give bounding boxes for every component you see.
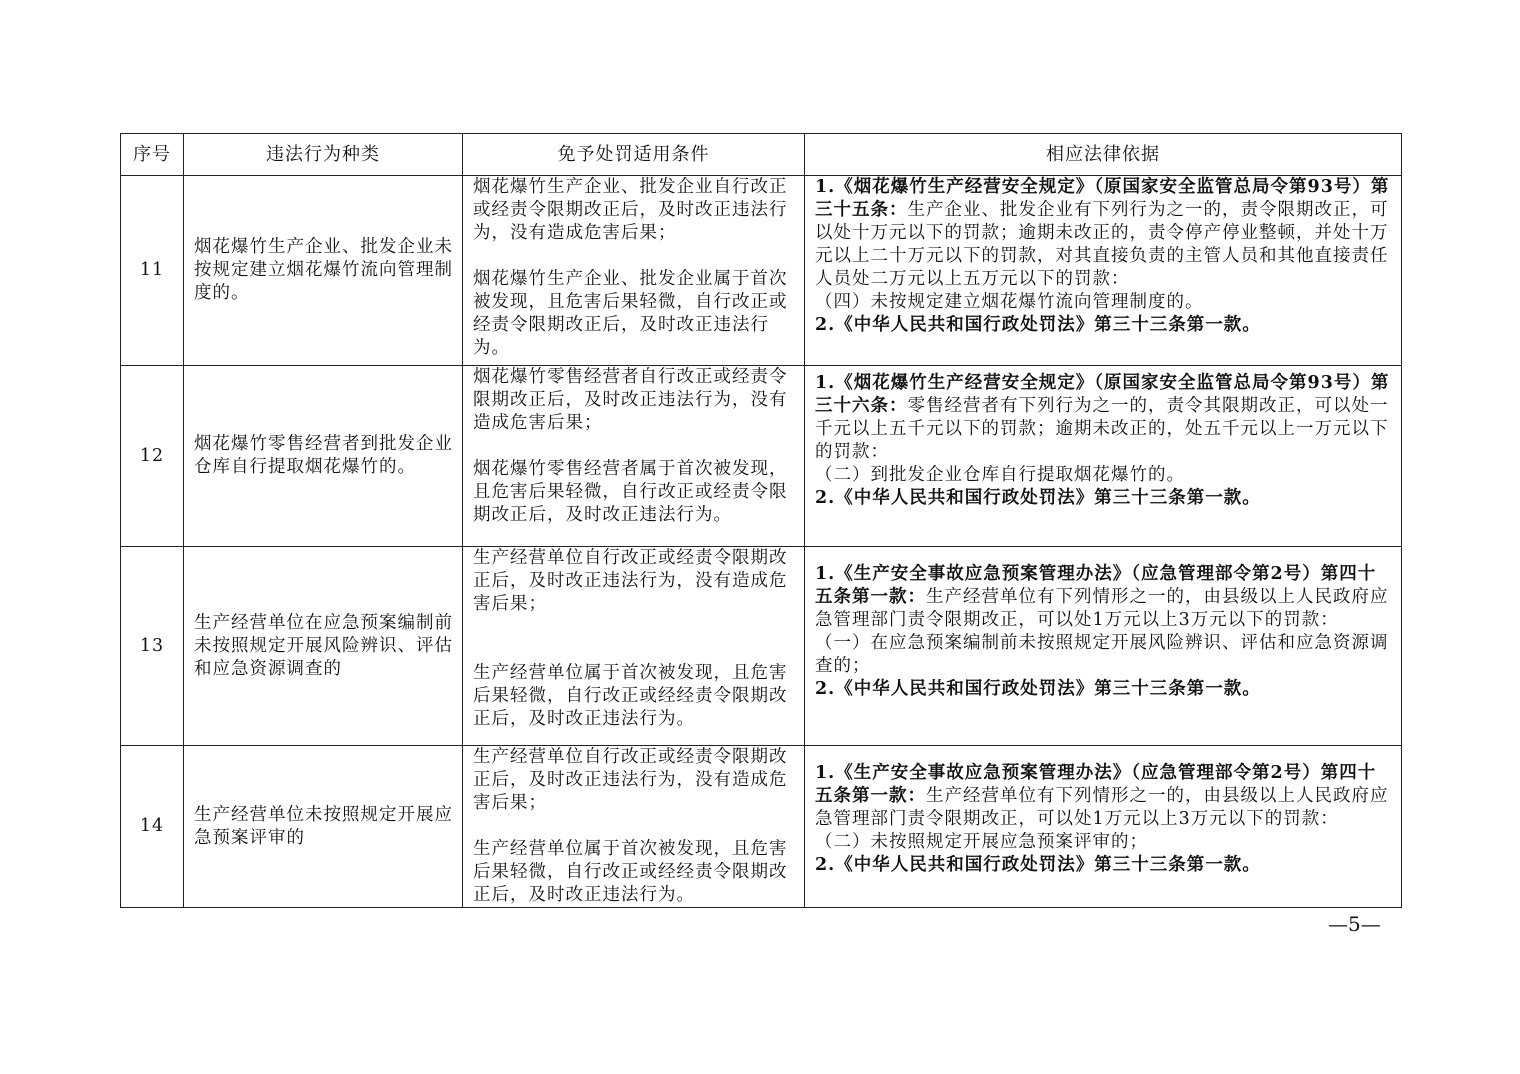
law-item1-title: 1.《烟花爆竹生产经营安全规定》（原国家安全监管总局令第93号）第三十五条：	[815, 177, 1390, 220]
row-number: 13	[121, 547, 184, 746]
condition-first: 烟花爆竹零售经营者自行改正或经责令限期改正后，及时改正违法行为，没有造成危害后果；	[473, 367, 788, 433]
violation-type: 烟花爆竹零售经营者到批发企业仓库自行提取烟花爆竹的。	[184, 366, 463, 547]
condition-first: 生产经营单位自行改正或经责令限期改正后，及时改正违法行为，没有造成危害后果；	[473, 747, 788, 813]
exemption-conditions	[463, 366, 805, 547]
regulation-table	[120, 133, 1402, 908]
law-item2: 2.《中华人民共和国行政处罚法》第三十三条第一款。	[815, 679, 1261, 699]
exemption-conditions	[463, 176, 805, 366]
condition-first: 生产经营单位自行改正或经责令限期改正后，及时改正违法行为，没有造成危害后果；	[473, 548, 788, 614]
row-number: 11	[121, 176, 184, 366]
row-number: 12	[121, 366, 184, 547]
condition-second: 生产经营单位属于首次被发现，且危害后果轻微，自行改正或经经责令限期改正后，及时改正违法行为。	[473, 663, 788, 729]
law-item1-title: 1.《烟花爆竹生产经营安全规定》（原国家安全监管总局令第93号）第三十六条：	[815, 373, 1390, 416]
violation-type: 生产经营单位在应急预案编制前未按照规定开展风险辨识、评估和应急资源调查的	[184, 547, 463, 746]
law-sub-clause: （二）到批发企业仓库自行提取烟花爆竹的。	[815, 465, 1185, 485]
condition-second: 生产经营单位属于首次被发现，且危害后果轻微，自行改正或经经责令限期改正后，及时改正违法行为。	[473, 839, 788, 905]
law-sub-clause: （二）未按照规定开展应急预案评审的；	[815, 832, 1148, 852]
legal-basis	[805, 547, 1402, 746]
table-row	[121, 366, 1402, 547]
law-item1-text: 生产经营单位有下列情形之一的，由县级以上人民政府应急管理部门责令限期改正，可以处1万元以上3万元以下的罚款：	[815, 587, 1389, 630]
violation-type: 生产经营单位未按照规定开展应急预案评审的	[184, 746, 463, 908]
header-number: 序号	[121, 134, 184, 176]
violation-type: 烟花爆竹生产企业、批发企业未按规定建立烟花爆竹流向管理制度的。	[184, 176, 463, 366]
condition-second: 烟花爆竹零售经营者属于首次被发现，且危害后果轻微，自行改正或经责令限期改正后，及时改正违法行为。	[473, 459, 788, 525]
page-number: —5—	[1328, 912, 1381, 936]
row-number: 14	[121, 746, 184, 908]
condition-first: 烟花爆竹生产企业、批发企业自行改正或经责令限期改正后，及时改正违法行为，没有造成危害后果；	[473, 177, 788, 243]
header-violation-type: 违法行为种类	[184, 134, 463, 176]
law-sub-clause: （一）在应急预案编制前未按照规定开展风险辨识、评估和应急资源调查的；	[815, 633, 1389, 676]
legal-basis	[805, 176, 1402, 366]
law-item1-title: 1.《生产安全事故应急预案管理办法》（应急管理部令第2号）第四十五条第一款：	[815, 763, 1377, 806]
legal-basis	[805, 366, 1402, 547]
law-sub-clause: （四）未按规定建立烟花爆竹流向管理制度的。	[815, 292, 1204, 312]
law-item1-title: 1.《生产安全事故应急预案管理办法》（应急管理部令第2号）第四十五条第一款：	[815, 564, 1377, 607]
law-item1-text: 生产企业、批发企业有下列行为之一的，责令限期改正，可以处十万元以下的罚款；逾期未改正的，责令停产停业整顿，并处十万元以上二十万元以下的罚款，对其直接负责的主管人员和其他直接责任人员处二万元以上五万元以下的罚款：	[815, 200, 1389, 289]
law-item1-text: 零售经营者有下列行为之一的，责令其限期改正，可以处一千元以上五千元以下的罚款；逾期未改正的，处五千元以上一万元以下的罚款：	[815, 396, 1389, 462]
table-row	[121, 746, 1402, 908]
table-row	[121, 176, 1402, 366]
condition-second: 烟花爆竹生产企业、批发企业属于首次被发现，且危害后果轻微，自行改正或经责令限期改正后，及时改正违法行为。	[473, 269, 788, 358]
table-row	[121, 547, 1402, 746]
header-legal-basis: 相应法律依据	[805, 134, 1402, 176]
law-item1-text: 生产经营单位有下列情形之一的，由县级以上人民政府应急管理部门责令限期改正，可以处1万元以上3万元以下的罚款：	[815, 786, 1389, 829]
law-item2: 2.《中华人民共和国行政处罚法》第三十三条第一款。	[815, 855, 1261, 875]
header-exemption-conditions: 免予处罚适用条件	[463, 134, 805, 176]
legal-basis	[805, 746, 1402, 908]
exemption-conditions	[463, 746, 805, 908]
law-item2: 2.《中华人民共和国行政处罚法》第三十三条第一款。	[815, 488, 1261, 508]
exemption-conditions	[463, 547, 805, 746]
law-item2: 2.《中华人民共和国行政处罚法》第三十三条第一款。	[815, 315, 1261, 335]
table-header-row	[121, 134, 1402, 176]
